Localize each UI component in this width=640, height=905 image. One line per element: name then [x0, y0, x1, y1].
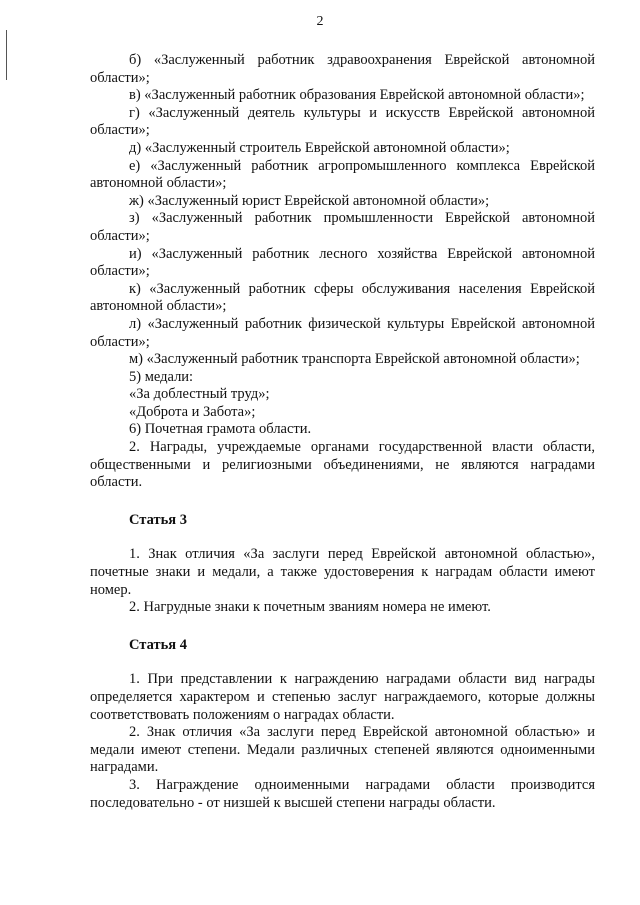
list-item-k: к) «Заслуженный работник сферы обслуживания населения Еврейской автономной области»; [90, 280, 595, 315]
list-item-e: е) «Заслуженный работник агропромышленного комплекса Еврейской автономной области»; [90, 157, 595, 192]
scan-edge-line [6, 30, 7, 80]
list-item-z: з) «Заслуженный работник промышленности Еврейской автономной области»; [90, 210, 595, 244]
article-4-paragraph: 1. При представлении к награждению наградами области вид награды определяется характером и степенью заслуг награждаемого, которые должны соответствовать положениям о наградах области. [90, 671, 595, 723]
article-4-title: Статья 4 [129, 636, 187, 653]
article-4-paragraph: 3. Награждение одноименными наградами области производится последовательно - от низшей к высшей степени награды области. [90, 776, 595, 811]
list-item-d: д) «Заслуженный строитель Еврейской автономной области»; [129, 139, 510, 156]
medal-item: «За доблестный труд»; [129, 386, 270, 403]
document-body [90, 52, 595, 812]
list-item-m: м) «Заслуженный работник транспорта Еврейской автономной области»; [129, 351, 580, 368]
list-item-i: и) «Заслуженный работник лесного хозяйства Еврейской автономной области»; [90, 245, 595, 280]
list-item-l: л) «Заслуженный работник физической культуры Еврейской автономной области»; [90, 315, 595, 350]
article-4-paragraph: 2. Знак отличия «За заслуги перед Еврейской автономной областью» и медали имеют степени. Медали различных степеней являются одноименными наградами. [90, 724, 595, 776]
article-3-title: Статья 3 [129, 511, 187, 528]
list-item-zh: ж) «Заслуженный юрист Еврейской автономной области»; [129, 192, 490, 209]
list-item-b: б) «Заслуженный работник здравоохранения Еврейской автономной области»; [90, 52, 595, 86]
gramota-item: 6) Почетная грамота области. [129, 421, 312, 438]
medals-heading: 5) медали: [129, 368, 194, 385]
list-item-v: в) «Заслуженный работник образования Еврейской автономной области»; [129, 87, 585, 104]
list-item-g: г) «Заслуженный деятель культуры и искусств Еврейской автономной области»; [90, 104, 595, 139]
medal-item: «Доброта и Забота»; [129, 403, 256, 420]
clause-2-paragraph: 2. Награды, учреждаемые органами государственной власти области, общественными и религиозными объединениями, не являются наградами области. [90, 439, 595, 491]
page-number: 2 [316, 14, 324, 29]
article-3-paragraph: 2. Нагрудные знаки к почетным званиям номера не имеют. [129, 599, 491, 616]
article-3-paragraph: 1. Знак отличия «За заслуги перед Еврейской автономной областью», почетные знаки и медали, а также удостоверения к наградам области имеют номер. [90, 546, 595, 598]
